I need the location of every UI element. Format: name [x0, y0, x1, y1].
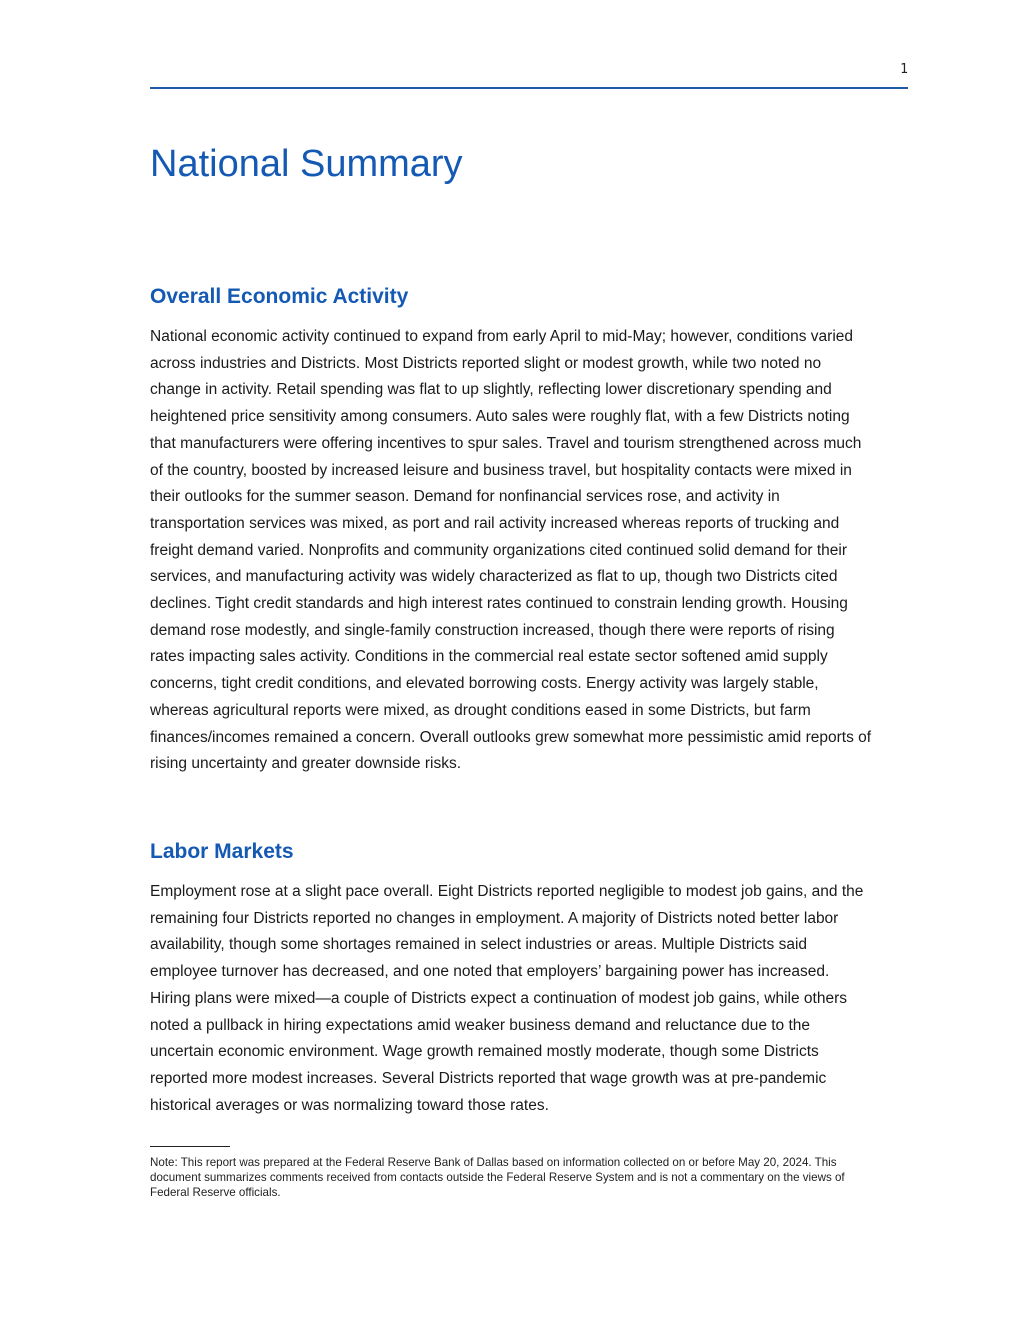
section-heading: Labor Markets — [150, 840, 294, 863]
section-body: National economic activity continued to expand from early April to mid-May; however, conditions varied across industries and Districts. Most Districts reported slight or modest growth, while two noted no change in activity. Retail spending was flat to up slightly, reflecting lower discretionary spending and heightened price sensitivity among consumers. Auto sales were roughly flat, with a few Districts noting that manufacturers were offering incentives to spur sales. Travel and tourism strengthened across much of the country, boosted by increased leisure and business travel, but hospitality contacts were mixed in their outlooks for the summer season. Demand for nonfinancial services rose, and activity in transportation services was mixed, as port and rail activity increased whereas reports of trucking and freight demand varied. Nonprofits and community organizations cited continued solid demand for their services, and manufacturing activity was widely characterized as flat to up, though two Districts cited declines. Tight credit standards and high interest rates continued to constrain lending growth. Housing demand rose modestly, and single-family construction increased, though there were reports of rising rates impacting sales activity. Conditions in the commercial real estate sector softened amid supply concerns, tight credit conditions, and elevated borrowing costs. Energy activity was largely stable, whereas agricultural reports were mixed, as drought conditions eased in some Districts, but farm finances/incomes remained a concern. Overall outlooks grew somewhat more pessimistic amid reports of rising uncertainty and greater downside risks. — [150, 328, 872, 773]
section-labor-markets — [150, 840, 872, 1119]
header-rule — [150, 87, 908, 89]
section-body: Employment rose at a slight pace overall. Eight Districts reported negligible to modest job gains, and the remaining four Districts reported no changes in employment. A majority of Districts noted better labor availability, though some shortages remained in select industries or areas. Multiple Districts said employee turnover has decreased, and one noted that employers’ bargaining power has increased. Hiring plans were mixed—a couple of Districts expect a continuation of modest job gains, while others noted a pullback in hiring expectations amid weaker business demand and reluctance due to the uncertain economic environment. Wage growth remained mostly moderate, though some Districts reported more modest increases. Several Districts reported that wage growth was at pre-pandemic historical averages or was normalizing toward those rates. — [150, 883, 864, 1114]
footnote: Note: This report was prepared at the Federal Reserve Bank of Dallas based on information collected on or before May 20, 2024. This document summarizes comments received from contacts outside the Federal Reserve System and is not a commentary on the views of Federal Reserve officials. — [150, 1156, 845, 1199]
footnote-rule — [150, 1146, 230, 1147]
section-overall-economic-activity — [150, 285, 872, 778]
page-title: National Summary — [150, 143, 463, 185]
section-heading: Overall Economic Activity — [150, 285, 409, 308]
page-number: 1 — [900, 62, 908, 77]
